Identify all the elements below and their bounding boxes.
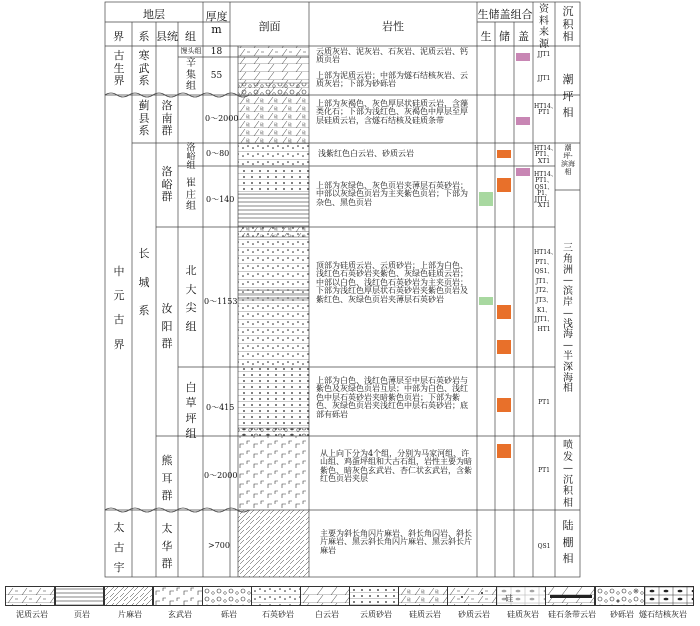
source-taihua: QS1: [537, 543, 551, 550]
zu-cuizhuang: 崔庄组: [186, 178, 196, 212]
tong-taihua: 太华群: [161, 522, 173, 571]
lithology-luonan: 上部为灰褐色、灰色厚层状硅质云岩，含藻类化石；下部为浅红色、灰褐色中厚层至厚层硅质云岩，含燧石结核及硅质条带: [316, 99, 468, 125]
source-baicaoping: PT1: [538, 399, 550, 406]
profile-column: [238, 46, 309, 577]
header-source: 资料来源: [539, 4, 549, 50]
sheng-bar: [479, 297, 493, 305]
legend-swatch: [496, 586, 546, 606]
header-zu: 组: [185, 30, 196, 43]
source-xinji: JJT1: [537, 75, 551, 82]
thickness-mantou: 18: [210, 47, 223, 57]
legend-swatch: [103, 586, 153, 606]
jie-paleozoic: 古生界: [113, 49, 125, 88]
facies-delta-shelf: 三角洲—滨岸—浅海—半深海相: [563, 243, 573, 395]
source-mantou: JJT1: [537, 51, 551, 58]
thickness-luoyu: 0～80: [206, 149, 230, 158]
source-beidajian: HT14、PT1、QS1、JT1、JT2、JT3、K1、JJT1、HT1: [534, 249, 557, 333]
tong-luoyu: 洛峪群: [161, 165, 173, 204]
xi-changcheng: 长城系: [138, 247, 150, 318]
tong-luonan: 洛南群: [161, 99, 173, 138]
legend-label: 泥质云岩: [16, 610, 48, 619]
header-lithology: 岩性: [382, 20, 404, 33]
chu-bar: [497, 305, 511, 319]
thickness-taihua: >700: [208, 541, 230, 550]
header-facies: 沉积相: [562, 5, 574, 44]
zu-mantou: 馒头组: [180, 47, 202, 55]
facies-eruptive: 喷发—沉积相: [563, 440, 573, 509]
legend-swatch: [595, 586, 645, 606]
zu-xinji: 辛集组: [186, 58, 196, 92]
legend-swatch: [447, 586, 497, 606]
sheng-bar: [479, 192, 493, 206]
legend-swatch: [398, 586, 448, 606]
header-profile: 剖面: [258, 20, 281, 33]
legend-label: 砂砾岩: [610, 610, 634, 619]
legend-label: 页岩: [74, 610, 90, 619]
header-tong: 县统: [156, 30, 178, 43]
lithology-taihua: 主要为斜长角闪片麻岩、斜长角闪岩、斜长片麻岩、黑云斜长角闪片麻岩、黑云斜长片麻岩: [320, 529, 472, 555]
thickness-luonan: 0～2000: [205, 114, 239, 123]
legend-swatch: [349, 586, 399, 606]
header-sheng: 生: [480, 30, 492, 43]
zu-baicaoping: 白草坪组: [185, 381, 197, 441]
jie-archean: 太古宇: [113, 521, 125, 574]
legend-label: 硅石条带云岩: [548, 610, 596, 619]
facies-tidal-littoral: 潮坪-滨海相: [561, 144, 575, 177]
gai-bar: [516, 53, 530, 61]
chu-bar: [497, 444, 511, 458]
thickness-cuizhuang: 0～140: [206, 195, 235, 204]
xi-cambrian: 寒武系: [138, 49, 150, 88]
legend-label: 片麻岩: [118, 610, 142, 619]
legend-swatch: [202, 586, 252, 606]
legend-label: 玄武岩: [168, 610, 192, 619]
header-gai: 盖: [518, 30, 529, 43]
header-thickness: 厚度 m: [205, 10, 228, 37]
header-jie: 界: [113, 30, 124, 43]
chu-bar: [497, 150, 511, 158]
zu-luoyu: 洛峪组: [186, 143, 196, 171]
svg-text:硅: 硅: [505, 594, 513, 603]
lithology-xinji: 上部为泥质云岩；中部为燧石结核灰岩、云质灰岩；下部为砂砾岩: [316, 71, 468, 89]
thickness-baicaoping: 0～415: [206, 403, 235, 412]
header-assemblage: 生储盖组合: [477, 8, 533, 21]
legend-swatch: [644, 586, 694, 606]
legend-label: 硅质云岩: [409, 610, 441, 619]
legend-label: 硅质灰岩: [507, 610, 539, 619]
legend-label: 砂质云岩: [458, 610, 490, 619]
legend-swatch: [55, 586, 105, 606]
source-luonan: HT14、PT1: [534, 103, 557, 117]
assemblage-bars: [479, 53, 530, 458]
chu-bar: [497, 340, 511, 354]
lithology-cuizhuang: 上部为灰绿色、灰色页岩夹薄层石英砂岩；中部以灰绿色页岩为主夹紫色页岩；下部为杂色、黑色页岩: [316, 181, 468, 207]
gai-bar: [516, 117, 530, 125]
jie-mesoproterozoic: 中元古界: [113, 265, 125, 351]
lithology-baicaoping: 上部为白色、浅红色薄层至中层石英砂岩与紫色及灰绿色页岩互层；中部为白色、浅红色中层石英砂岩夹暗紫色页岩；下部为紫色、灰绿色页岩夹浅红色中层石英砂岩；底部有砾岩: [316, 376, 468, 419]
source-cuizhuang: HT14、PT1、QS1、P1、JJT1、XT1: [534, 171, 557, 210]
legend-swatch: [153, 586, 203, 606]
thickness-beidajian: 0～1153: [204, 297, 238, 306]
tong-ruyang: 汝阳群: [161, 302, 173, 351]
legend-label: 云质砂岩: [360, 610, 392, 619]
chu-bar: [497, 398, 511, 412]
thickness-xionger: 0～2000: [204, 471, 238, 480]
legend-item: [641, 586, 700, 624]
lithology-beidajian: 顶部为硅质云岩、云质砂岩；上部为白色、浅红色石英砂岩夹紫色、灰绿色硅质云岩；中部以白色、浅红色石英砂岩为主夹页岩；下部为浅红色厚层状石英砂岩夹紫色页岩及紫红色、灰绿色页岩夹薄层石英砂岩: [316, 261, 468, 304]
chu-bar: [497, 178, 511, 192]
legend-swatch: [300, 586, 350, 606]
thickness-xinji: 55: [210, 71, 223, 81]
header-xi: 系: [138, 30, 150, 43]
lithology-luoyu: 浅紫红色白云岩、砂质云岩: [318, 149, 414, 158]
facies-shelf: 陆棚相: [562, 519, 574, 565]
legend-label: 白云岩: [315, 610, 339, 619]
legend-label: 石英砂岩: [262, 610, 294, 619]
gai-bar: [516, 168, 530, 176]
source-luoyu: HT14、PT1、XT1: [534, 145, 557, 165]
xi-jixian: 蓟县系: [138, 99, 150, 138]
zu-beidajian: 北大尖组: [185, 264, 197, 334]
legend-label: 砾岩: [221, 610, 237, 619]
legend-label: 燧石结核灰岩: [639, 610, 687, 619]
lithology-xionger: 从上向下分为4个组，分别为马家河组、许山组、鸡蛋坪组和大古石组，岩性主要为暗紫色、暗灰色玄武岩、杏仁状玄武岩，含紫红色页岩夹层: [320, 449, 472, 484]
source-xionger: PT1: [538, 467, 550, 474]
header-chu: 储: [499, 30, 510, 43]
legend-swatch: [5, 586, 55, 606]
legend-swatch: [251, 586, 301, 606]
legend-swatch: [545, 586, 595, 606]
tong-xionger: 熊耳群: [161, 454, 173, 503]
lithology-mantou: 云质灰岩、泥灰岩、石灰岩、泥质云岩、钙质页岩: [316, 47, 468, 65]
facies-tidal-flat: 潮坪相: [562, 73, 574, 119]
header-stratum: 地层: [143, 8, 165, 21]
